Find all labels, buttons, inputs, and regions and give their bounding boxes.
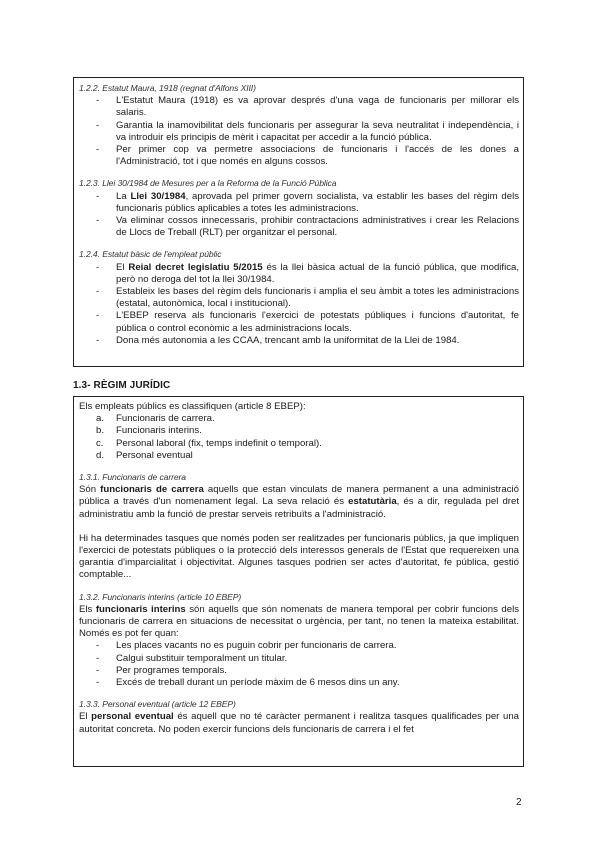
list-item: - L'Estatut Maura (1918) es va aprovar després d'una vaga de funcionaris per millorar els salaris. [116, 95, 519, 119]
list-item: - Les places vacants no es puguin cobrir per funcionaris de carrera. [116, 640, 519, 652]
subsection-title-1-3-2: 1.3.2. Funcionaris interins (article 10 EBEP) [79, 591, 242, 602]
subsection-title-1-2-4: 1.2.4. Estatut bàsic de l'empleat públic [79, 249, 222, 260]
subsection-title-1-3-1: 1.3.1. Funcionaris de carrera [79, 472, 186, 483]
list-item: - Va eliminar cossos innecessaris, prohibir contractacions administratives i crear les Relacions de Llocs de Treball (RLT) per organitzar el personal. [116, 215, 519, 239]
list-item: - Per programes temporals. [116, 665, 519, 677]
list-item: - Dona més autonomia a les CCAA, trencant amb la uniformitat de la Llei de 1984. [116, 335, 519, 347]
list-1-2-4 [79, 262, 519, 347]
list-item: c. Personal laboral (fix, temps indefinit o temporal). [96, 437, 322, 449]
list-item: - La Llei 30/1984, aprovada pel primer govern socialista, va establir les bases del règim dels funcionaris públics aplicables a totes les administracions. [116, 191, 519, 215]
legal-regime-box [73, 396, 524, 767]
subsection-title-1-3-3: 1.3.3. Personal eventual (article 12 EBEP) [79, 699, 236, 710]
list-item: d. Personal eventual [96, 449, 193, 461]
paragraph: Hi ha determinades tasques que només poden ser realitzades per funcionaris públics, ja que impliquen l'exercici de potestats públiques o la protecció dels interessos generals de l'Estat que requereixen una garantia d'imparcialitat i objectivitat. Algunes tasques podrien ser actes d'autoritat, fe pública, gestió comptable... [79, 532, 519, 581]
list-1-2-3 [79, 191, 519, 240]
list-item: - Estableix les bases del règim dels funcionaris i amplia el seu àmbit a totes les administracions (estatal, autonòmica, local i institucional). [116, 286, 519, 310]
paragraph: Els funcionaris interins són aquells que són nomenats de manera temporal per cobrir funcions dels funcionaris de carrera en situacions de necessitat o urgència, per tant, no tenen la mateixa estabilitat. Només es pot fer quan: [79, 603, 519, 640]
section-heading: 1.3- RÈGIM JURÍDIC [73, 380, 171, 391]
paragraph: El personal eventual és aquell que no té caràcter permanent i realitza tasques qualificades per una autoritat concreta. No poden exercir funcions dels funcionaris de carrera i el fet [79, 711, 520, 735]
list-1-3-2 [79, 640, 519, 689]
list-item: b. Funcionaris interins. [96, 425, 202, 437]
list-item: - Garantia la inamovibilitat dels funcionaris per assegurar la seva neutralitat i independència, i va introduir els principis de mèrit i capacitat per accedir a la funció pública. [116, 120, 519, 144]
paragraph: Són funcionaris de carrera aquells que estan vinculats de manera permanent a una administració pública a través d'un nomenament legal. La seva relació és estatutària, és a dir, regulada pel dret administratiu amb la funció de prestar serveis retribuïts a l'administració. [79, 484, 519, 520]
list-item: - Calgui substituir temporalment un titular. [116, 653, 519, 665]
list-item: - Excés de treball durant un període màxim de 6 mesos dins un any. [116, 677, 519, 689]
classification-list [79, 413, 519, 462]
subsection-title-1-2-2: 1.2.2. Estatut Maura, 1918 (regnat d'Alfons XIII) [79, 83, 256, 93]
list-item: - L'EBEP reserva als funcionaris l'exercici de potestats públiques i funcions d'autoritat, fe pública o control econòmic a les administracions locals. [116, 310, 519, 334]
list-item: a. Funcionaris de carrera. [96, 413, 215, 425]
list-item: - El Reial decret legislatiu 5/2015 és la llei bàsica actual de la funció pública, que modifica, però no deroga del tot la llei 30/1984. [116, 262, 519, 286]
classification-intro: Els empleats públics es classifiquen (article 8 EBEP): [79, 401, 306, 412]
page-number: 2 [516, 797, 522, 808]
subsection-title-1-2-3: 1.2.3. Llei 30/1984 de Mesures per a la Reforma de la Funció Pública [79, 178, 337, 189]
list-item: - Per primer cop va permetre associacions de funcionaris i l'accés de les dones a l'Administració, tot i que només en alguns cossos. [116, 144, 519, 168]
list-1-2-2 [79, 95, 519, 168]
history-box [73, 77, 524, 367]
